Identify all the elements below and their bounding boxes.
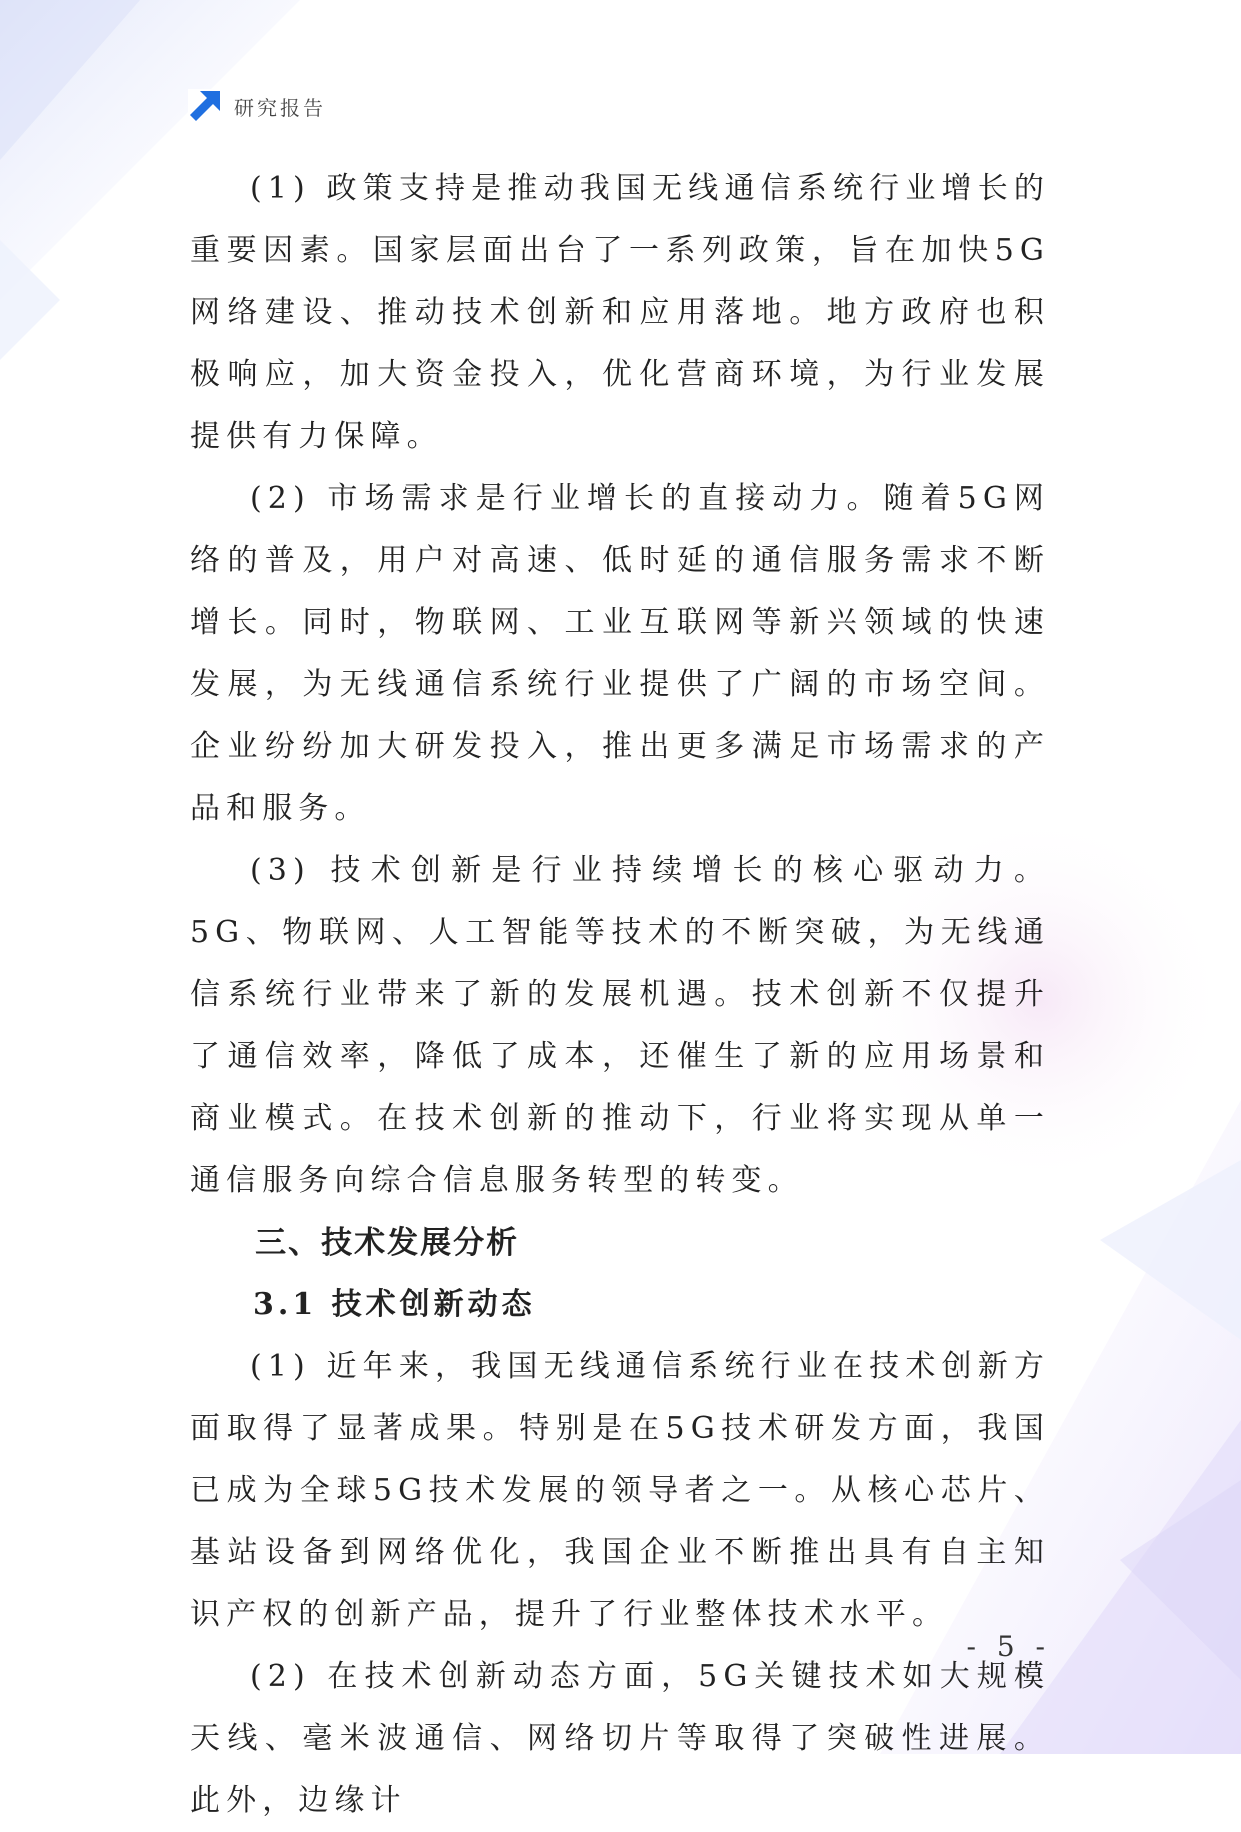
paragraph-innovation-trends: (2) 在技术创新动态方面，5G关键技术如大规模天线、毫米波通信、网络切片等取得了突破性进展。此外，边缘计 [190, 1659, 1050, 1818]
document-body [190, 158, 1050, 1832]
arrow-up-right-icon [188, 89, 222, 123]
page-header [188, 88, 326, 124]
page-number: - 5 - [966, 1630, 1051, 1663]
paragraph-tech-innovation: (3) 技术创新是行业持续增长的核心驱动力。5G、物联网、人工智能等技术的不断突破，为无线通信系统行业带来了新的发展机遇。技术创新不仅提升了通信效率，降低了成本，还催生了新的应用场景和商业模式。在技术创新的推动下，行业将实现从单一通信服务向综合信息服务转型的转变。 [190, 853, 1050, 1198]
paragraph-innovation-results: (1) 近年来，我国无线通信系统行业在技术创新方面取得了显著成果。特别是在5G技术研发方面，我国已成为全球5G技术发展的领导者之一。从核心芯片、基站设备到网络优化，我国企业不断推出具有自主知识产权的创新产品，提升了行业整体技术水平。 [190, 1349, 1050, 1632]
subsection-heading: 3.1 技术创新动态 [253, 1287, 536, 1322]
paragraph-policy-support: (1) 政策支持是推动我国无线通信系统行业增长的重要因素。国家层面出台了一系列政策，旨在加快5G网络建设、推动技术创新和应用落地。地方政府也积极响应，加大资金投入，优化营商环境，为行业发展提供有力保障。 [190, 171, 1050, 454]
header-title: 研究报告 [234, 95, 326, 120]
paragraph-market-demand: (2) 市场需求是行业增长的直接动力。随着5G网络的普及，用户对高速、低时延的通信服务需求不断增长。同时，物联网、工业互联网等新兴领域的快速发展，为无线通信系统行业提供了广阔的市场空间。企业纷纷加大研发投入，推出更多满足市场需求的产品和服务。 [190, 481, 1050, 826]
section-heading: 三、技术发展分析 [255, 1225, 520, 1261]
